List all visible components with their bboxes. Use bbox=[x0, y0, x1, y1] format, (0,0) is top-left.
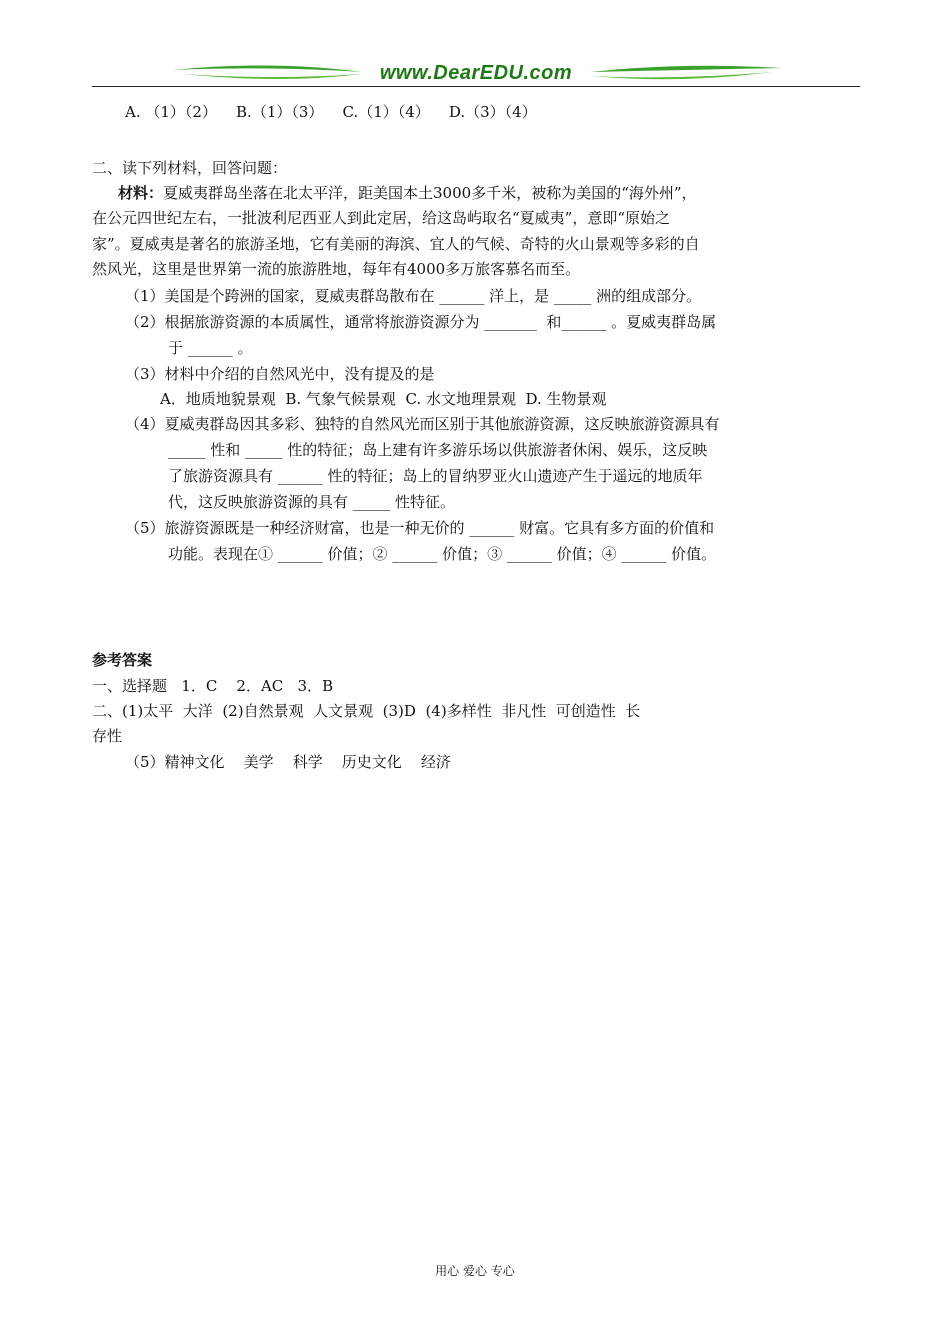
question1-options: A. （1）（2） B.（1）（3） C.（1）（4） D.（3）（4） bbox=[125, 103, 537, 121]
material-text: 夏威夷群岛坐落在北太平洋，距美国本土3000多千米，被称为美国的“海外州”， bbox=[163, 184, 697, 202]
question-3-options: A．地质地貌景观 B. 气象气候景观 C. 水文地理景观 D. 生物景观 bbox=[160, 390, 607, 408]
answers-heading: 参考答案 bbox=[92, 651, 153, 669]
question-4: （4）夏威夷群岛因其多彩、独特的自然风光而区别于其他旅游资源，这反映旅游资源具有 bbox=[125, 415, 720, 433]
answers-line-4: （5）精神文化 美学 科学 历史文化 经济 bbox=[125, 753, 451, 771]
question-5: （5）旅游资源既是一种经济财富，也是一种无价的 ______ 财富。它具有多方面的价值和 bbox=[125, 519, 715, 537]
answers-line-3: 存性 bbox=[92, 727, 123, 745]
header-rule bbox=[92, 86, 860, 87]
answers-line-1: 一、选择题 1．C 2．AC 3．B bbox=[92, 677, 334, 695]
material-paragraph-line-4: 然风光，这里是世界第一流的旅游胜地，每年有4000多万旅客慕名而至。 bbox=[92, 260, 581, 278]
question-5-line-2: 功能。表现在① ______ 价值；② ______ 价值；③ ______ 价值；④ ______ 价值。 bbox=[168, 545, 717, 563]
material-paragraph-line-3: 家”。夏威夷是著名的旅游圣地，它有美丽的海滨、宜人的气候、奇特的火山景观等多彩的自 bbox=[92, 235, 700, 253]
question-1: （1）美国是个跨洲的国家，夏威夷群岛散布在 ______ 洋上，是 _____ 洲的组成部分。 bbox=[125, 287, 702, 305]
page-header bbox=[92, 58, 860, 92]
site-logo-text: www.DearEDU.com bbox=[379, 62, 573, 84]
section2-heading: 二、读下列材料，回答问题： bbox=[92, 159, 288, 177]
page-footer: 用心 爱心 专心 bbox=[435, 1264, 515, 1278]
question-3: （3）材料中介绍的自然风光中，没有提及的是 bbox=[125, 365, 435, 383]
question-4-line-2: _____ 性和 _____ 性的特征；岛上建有许多游乐场以供旅游者休闲、娱乐，这反映 bbox=[168, 441, 708, 459]
material-label: 材料： bbox=[118, 184, 164, 202]
question-4-line-3: 了旅游资源具有 ______ 性的特征；岛上的冒纳罗亚火山遗迹产生于遥远的地质年 bbox=[168, 467, 703, 485]
material-paragraph-line-2: 在公元四世纪左右，一批波利尼西亚人到此定居，给这岛屿取名“夏威夷”，意即“原始之 bbox=[92, 209, 671, 227]
answers-line-2: 二、(1)太平 大洋 (2)自然景观 人文景观 (3)D (4)多样性 非凡性 可创造性 长 bbox=[92, 702, 641, 720]
question-4-line-4: 代，这反映旅游资源的具有 _____ 性特征。 bbox=[168, 493, 456, 511]
material-paragraph-line-1 bbox=[118, 183, 697, 203]
question-2-cont: 于 ______ 。 bbox=[168, 339, 253, 357]
question-2: （2）根据旅游资源的本质属性，通常将旅游资源分为 _______ 和______ 。夏威夷群岛属 bbox=[125, 313, 717, 331]
